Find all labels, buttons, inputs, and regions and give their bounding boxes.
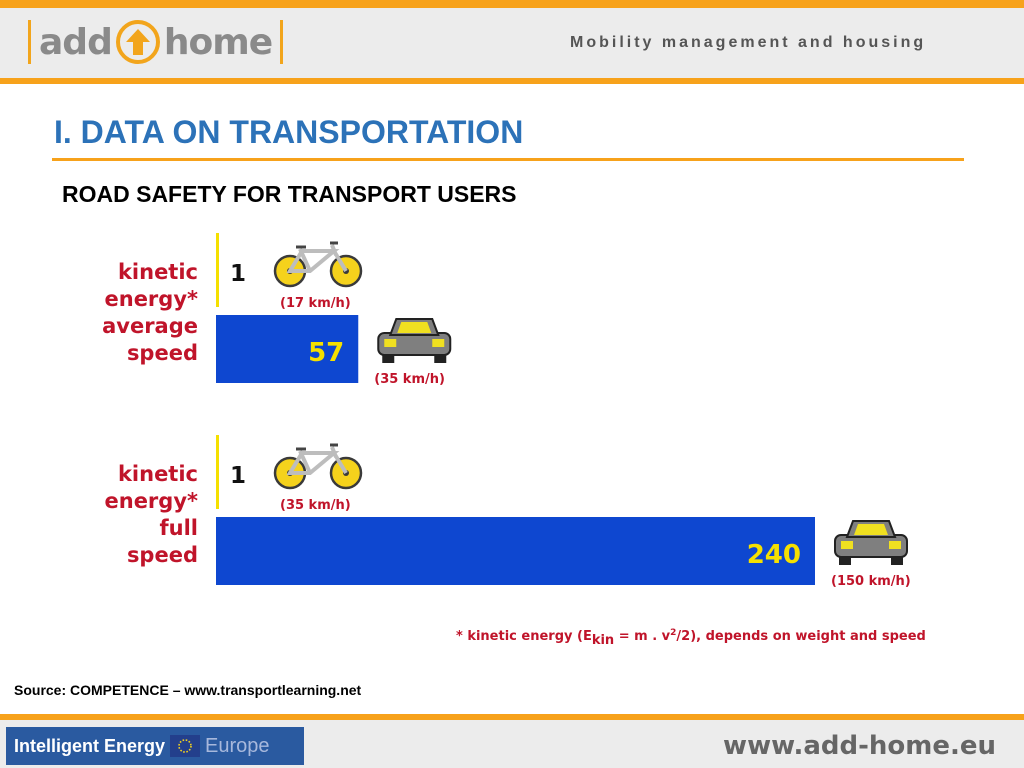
- group-label-line: average: [102, 314, 198, 338]
- car-energy-bar: [216, 517, 815, 585]
- car-icon: [835, 521, 907, 565]
- kinetic-energy-chart: [90, 225, 930, 655]
- car-value-label: 57: [308, 338, 345, 368]
- group-label-line: speed: [126, 543, 198, 567]
- group-label-line: kinetic: [117, 260, 198, 284]
- source-credit: Source: COMPETENCE – www.transportlearning.net: [14, 682, 362, 698]
- page-subtitle: ROAD SAFETY FOR TRANSPORT USERS: [62, 181, 517, 207]
- bicycle-energy-bar: [216, 435, 219, 509]
- car-speed-label: (150 km/h): [831, 574, 911, 589]
- top-accent-bar: [0, 0, 1024, 8]
- bicycle-icon: [275, 445, 361, 488]
- logo-left-bar: [28, 20, 31, 64]
- title-underline: [52, 158, 964, 161]
- header-tagline: Mobility management and housing: [570, 34, 927, 51]
- banner-text-left: Intelligent Energy: [14, 735, 166, 756]
- bicycle-icon: [275, 243, 361, 286]
- intelligent-energy-banner: [6, 727, 304, 765]
- logo-up-arrow-icon: [116, 20, 160, 64]
- logo-right-bar: [280, 20, 283, 64]
- bicycle-energy-bar: [216, 233, 219, 307]
- header-divider: [0, 78, 1024, 84]
- logo-word-add: add: [39, 21, 112, 63]
- page-title: I. DATA ON TRANSPORTATION: [54, 114, 524, 150]
- group-label-line: energy*: [104, 287, 198, 311]
- group-label-line: kinetic: [117, 462, 198, 486]
- group-label-line: energy*: [104, 489, 198, 513]
- bicycle-speed-label: (35 km/h): [280, 498, 351, 513]
- bicycle-value-label: 1: [230, 261, 247, 287]
- bicycle-value-label: 1: [230, 463, 247, 489]
- car-speed-label: (35 km/h): [374, 372, 445, 387]
- eu-flag-icon: [170, 735, 200, 757]
- group-label-line: full: [159, 516, 198, 540]
- website-link[interactable]: www.add-home.eu: [723, 731, 996, 761]
- car-icon: [378, 319, 450, 363]
- footnote-text: * kinetic energy (Ekin = m . v2/2), depends on weight and speed: [456, 628, 926, 648]
- car-value-label: 240: [746, 540, 801, 570]
- logo-word-home: home: [163, 21, 273, 63]
- group-label-line: speed: [126, 341, 198, 365]
- banner-text-right: Europe: [205, 734, 270, 757]
- add-home-logo: [28, 14, 283, 70]
- bicycle-speed-label: (17 km/h): [280, 296, 351, 311]
